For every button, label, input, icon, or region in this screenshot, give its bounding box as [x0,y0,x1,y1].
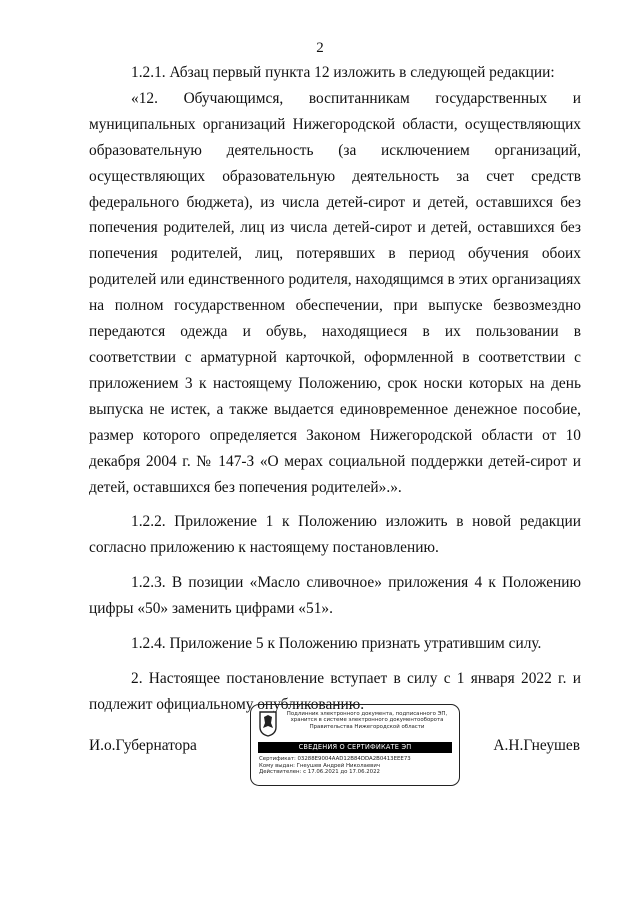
paragraph-1-2-1: 1.2.1. Абзац первый пункта 12 изложить в следующей редакции: [131,64,555,81]
paragraph-1-2-2: 1.2.2. Приложение 1 к Положению изложить в новой редакции согласно приложению к настоящему постановлению. [89,513,581,557]
paragraph-quote-12: «12. Обучающимся, воспитанникам государственных и муниципальных организаций Нижегородской области, осуществляющих образовательную деятельность (за исключением организаций, осуществляющих образовательную деятельность за счет средств федерального бюджета), из числа детей-сирот и детей, оставшихся без попечения родителей, лиц из числа детей-сирот и детей, оставшихся без попечения родителей, лиц, потерявших в период обучения обоих родителей или единственного родителя, находящимся в этих организациях на полном государственном обеспечении, при выпуске безвозмездно передаются одежда и обувь, находящиеся в их пользовании в соответствии с арматурной карточкой, оформленной в соответствии с приложением 3 к настоящему Положению, срок носки которых на день выпуска не истек, а также выдается единовременное денежное пособие, размер которого определяется Законом Нижегородской области от 10 декабря 2004 г. № 147-З «О мерах социальной поддержки детей-сирот и детей, оставшихся без попечения родителей».». [89,89,581,496]
stamp-title: СВЕДЕНИЯ О СЕРТИФИКАТЕ ЭП [258,742,452,753]
paragraph-1-2-3: 1.2.3. В позиции «Масло сливочное» приложения 4 к Положению цифры «50» заменить цифрами «51». [89,574,581,618]
signatory-position: И.о.Губернатора [89,737,197,754]
document-body [89,60,581,718]
stamp-header: Подлинник электронного документа, подписанного ЭП, хранится в системе электронного документооборота Правительства Нижегородской области [286,711,448,730]
stamp-details [259,756,455,776]
stamp-certificate: Сертификат: 03288E9004AAD12B84DDA2B0413EEE73 [259,756,411,762]
page-number: 2 [316,40,324,56]
paragraph-2: 2. Настоящее постановление вступает в силу с 1 января 2022 г. и подлежит официальному опубликованию. [89,669,581,713]
stamp-issued-to: Кому выдан: Гнеушев Андрей Николаевич [259,762,381,769]
stamp-valid: Действителен: с 17.06.2021 до 17.06.2022 [259,769,380,776]
signatory-name: А.Н.Гнеушев [493,737,580,754]
paragraph-1-2-4: 1.2.4. Приложение 5 к Положению признать утратившим силу. [131,635,542,653]
e-signature-stamp [250,704,460,786]
coat-of-arms-icon [259,711,277,737]
